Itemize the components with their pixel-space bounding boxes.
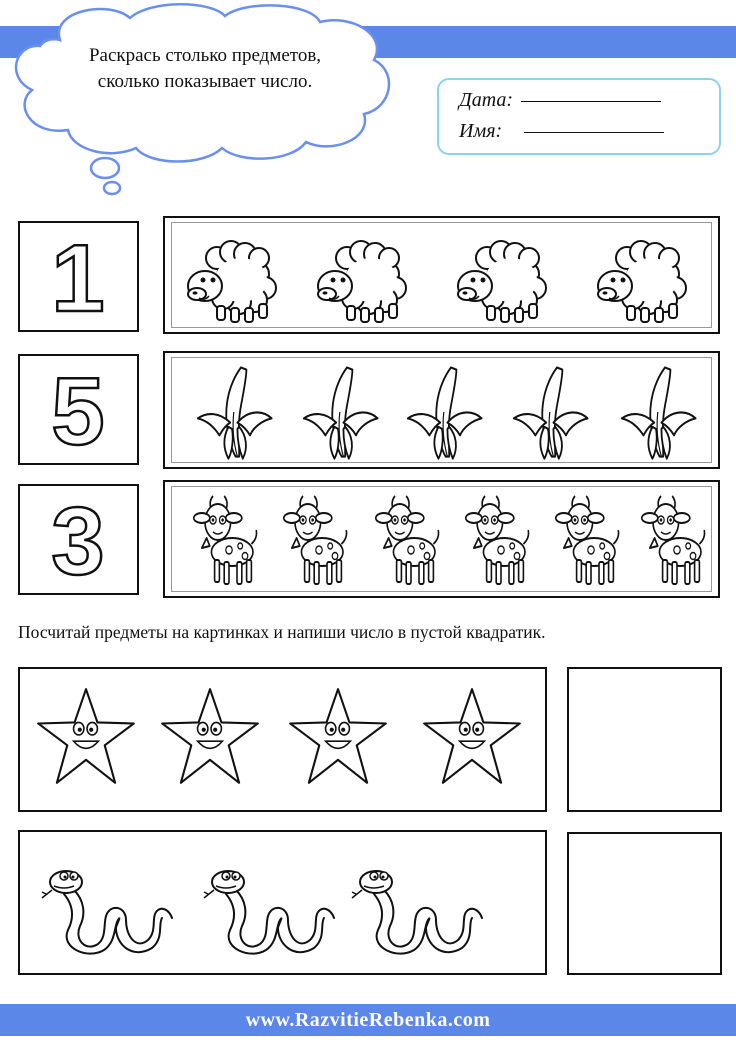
- number-box: [18, 221, 139, 332]
- instruction-cloud-text: [40, 43, 370, 95]
- number-digit: 1: [51, 225, 105, 330]
- number-digit: 5: [51, 358, 105, 463]
- snake-picture: [40, 856, 180, 956]
- goat-picture[interactable]: [453, 490, 533, 590]
- name-row: [459, 120, 664, 143]
- sheep-picture[interactable]: [181, 228, 281, 328]
- site-url[interactable]: www.RazvitieRebenka.com: [245, 1008, 491, 1031]
- date-label: Дата:: [459, 89, 514, 111]
- sheep-picture[interactable]: [311, 228, 411, 328]
- snake-picture: [350, 856, 490, 956]
- instruction-line-2: сколько показывает число.: [97, 71, 313, 92]
- name-line[interactable]: [524, 131, 664, 133]
- date-line[interactable]: [521, 100, 661, 102]
- goat-picture[interactable]: [271, 490, 351, 590]
- answer-box-stars[interactable]: [567, 667, 722, 812]
- info-box: [437, 78, 721, 155]
- banana-picture[interactable]: [503, 359, 593, 465]
- star-picture: [34, 685, 138, 789]
- count-instruction: Посчитай предметы на картинках и напиши число в пустой квадратик.: [18, 622, 546, 642]
- star-picture: [420, 685, 524, 789]
- banana-picture[interactable]: [611, 359, 701, 465]
- name-label: Имя:: [459, 120, 503, 142]
- count-strip-stars: [18, 667, 547, 812]
- answer-box-snakes[interactable]: [567, 832, 722, 975]
- number-digit: 3: [51, 488, 105, 593]
- count-strip-snakes: [18, 830, 547, 975]
- number-box: [18, 484, 139, 595]
- color-strip-sheep: [163, 216, 720, 334]
- goat-picture[interactable]: [629, 490, 709, 590]
- sheep-picture[interactable]: [451, 228, 551, 328]
- goat-picture[interactable]: [363, 490, 443, 590]
- instruction-line-1: Раскрась столько предметов,: [88, 45, 322, 66]
- snake-picture: [202, 856, 342, 956]
- color-strip-banana: [163, 351, 720, 469]
- date-row: [459, 89, 661, 112]
- banana-picture[interactable]: [293, 359, 383, 465]
- goat-picture[interactable]: [543, 490, 623, 590]
- speech-cloud: [0, 0, 400, 210]
- number-box: [18, 354, 139, 465]
- color-strip-goat: [163, 480, 720, 598]
- sheep-picture[interactable]: [591, 228, 691, 328]
- banana-picture[interactable]: [187, 359, 277, 465]
- star-picture: [158, 685, 262, 789]
- footer-bar: [0, 1004, 736, 1036]
- banana-picture[interactable]: [397, 359, 487, 465]
- star-picture: [286, 685, 390, 789]
- goat-picture[interactable]: [181, 490, 261, 590]
